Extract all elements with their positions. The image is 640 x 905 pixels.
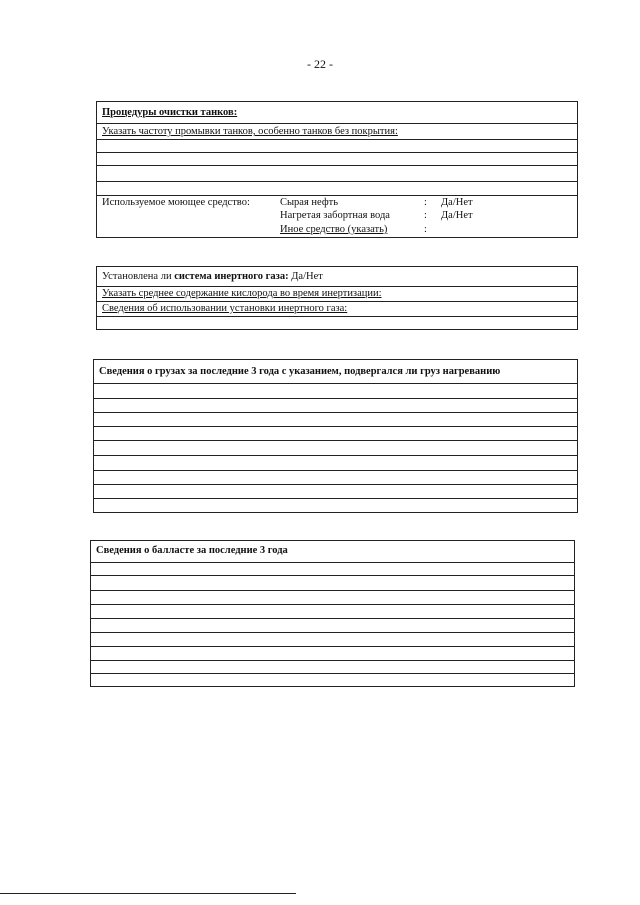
inert-gas-section xyxy=(96,266,578,330)
answer-line[interactable] xyxy=(94,455,577,456)
answer-line[interactable] xyxy=(91,632,574,633)
answer-line[interactable] xyxy=(94,398,577,399)
option-colon: : xyxy=(424,197,427,208)
answer-line[interactable] xyxy=(91,646,574,647)
section-line xyxy=(94,383,577,384)
answer-line[interactable] xyxy=(97,139,577,140)
answer-line[interactable] xyxy=(91,660,574,661)
inert-gas-question xyxy=(102,271,323,283)
section-line xyxy=(91,562,574,563)
section-line xyxy=(97,301,577,302)
inert-gas-answer[interactable]: Да/Нет xyxy=(291,271,323,282)
inert-gas-usage-label: Сведения об использовании установки инертного газа: xyxy=(102,303,348,314)
detergent-label: Используемое моющее средство: xyxy=(102,197,250,208)
answer-line[interactable] xyxy=(97,181,577,182)
answer-line[interactable] xyxy=(97,152,577,153)
section-line xyxy=(97,123,577,124)
answer-line[interactable] xyxy=(97,195,577,196)
oxygen-content-label: Указать среднее содержание кислорода во время инертизации: xyxy=(102,288,382,299)
wash-frequency-label: Указать частоту промывки танков, особенно танков без покрытия: xyxy=(102,126,398,137)
ballast-history-section xyxy=(90,540,575,687)
answer-line[interactable] xyxy=(91,575,574,576)
answer-line[interactable] xyxy=(91,618,574,619)
answer-line[interactable] xyxy=(94,412,577,413)
inert-gas-question-bold: система инертного газа: xyxy=(174,271,289,282)
ballast-history-title: Сведения о балласте за последние 3 года xyxy=(96,545,288,556)
footnote-divider xyxy=(0,893,296,894)
answer-line[interactable] xyxy=(94,426,577,427)
answer-line[interactable] xyxy=(94,440,577,441)
option-colon: : xyxy=(424,210,427,221)
answer-line[interactable] xyxy=(94,498,577,499)
answer-line[interactable] xyxy=(91,590,574,591)
option-crude-oil: Сырая нефть xyxy=(280,197,339,208)
option-colon: : xyxy=(424,224,427,235)
section-line xyxy=(97,286,577,287)
cargo-history-section xyxy=(93,359,578,513)
tank-cleaning-title: Процедуры очистки танков: xyxy=(102,107,238,118)
cargo-history-title: Сведения о грузах за последние 3 года с указанием, подвергался ли груз нагреванию xyxy=(99,366,501,377)
answer-line[interactable] xyxy=(91,673,574,674)
answer-line[interactable] xyxy=(94,484,577,485)
answer-line[interactable] xyxy=(97,316,577,317)
option-yes-no[interactable]: Да/Нет xyxy=(441,210,473,221)
answer-line[interactable] xyxy=(97,165,577,166)
option-heated-seawater: Нагретая забортная вода xyxy=(280,210,390,221)
option-other-agent: Иное средство (указать) xyxy=(280,224,388,235)
page-number: - 22 - xyxy=(307,57,333,71)
option-yes-no[interactable]: Да/Нет xyxy=(441,197,473,208)
inert-gas-question-prefix: Установлена ли xyxy=(102,271,172,282)
answer-line[interactable] xyxy=(91,604,574,605)
tank-cleaning-section xyxy=(96,101,578,238)
answer-line[interactable] xyxy=(94,470,577,471)
